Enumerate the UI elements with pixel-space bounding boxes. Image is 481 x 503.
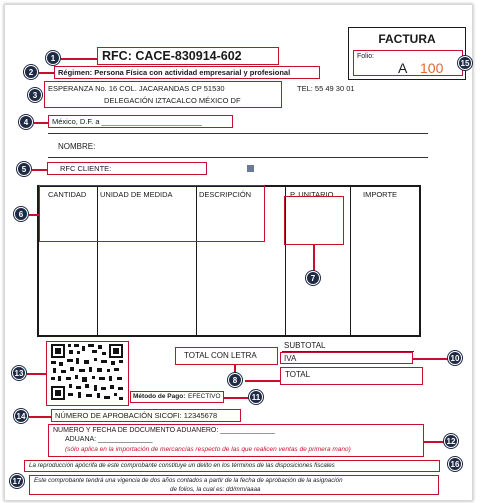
factura-header-box	[348, 27, 466, 80]
folio-number: 100	[420, 60, 444, 76]
rfc-emisor: RFC: CACE-830914-602	[102, 49, 242, 63]
phone: TEL: 55 49 30 01	[297, 84, 355, 93]
concept-columns-highlight	[39, 185, 265, 242]
aduana-box	[48, 424, 424, 457]
header-punitario: P. UNITARIO	[290, 190, 334, 199]
aduana-nombre: ADUANA: ______________	[65, 436, 153, 443]
iva-box	[280, 352, 413, 364]
total-label: TOTAL	[285, 370, 311, 379]
rfc-cliente-box	[47, 162, 207, 175]
folio-label: Folio:	[357, 53, 375, 60]
lugar-fecha-box	[48, 115, 233, 128]
leader-2	[39, 72, 54, 74]
metodo-pago-value: EFECTIVO	[188, 393, 221, 400]
badge-11: 11	[249, 390, 263, 404]
total-box	[280, 367, 423, 385]
metodo-pago-label: Método de Pago:	[133, 393, 186, 400]
iva-label: IVA	[284, 354, 297, 363]
badge-2: 2	[24, 65, 38, 79]
badge-17: 17	[10, 474, 24, 488]
aprobacion-box	[51, 409, 241, 422]
badge-6: 6	[14, 207, 28, 221]
header-unidad: UNIDAD DE MEDIDA	[100, 190, 173, 199]
leader-6	[29, 214, 39, 216]
vigencia-linea-1: Este comprobante tendrá una vigencia de dos años contados a partir de la fecha de aprobación de la asignación	[34, 477, 343, 484]
leader-10	[413, 358, 448, 360]
punitario-highlight	[284, 196, 344, 245]
header-importe: IMPORTE	[363, 190, 398, 199]
leader-1	[61, 58, 97, 60]
rfc-cliente-field-icon[interactable]	[247, 165, 254, 172]
badge-1: 1	[46, 51, 60, 65]
leader-13	[27, 373, 46, 375]
address-box	[44, 81, 282, 108]
total-con-letra: TOTAL CON LETRA	[184, 351, 257, 360]
aduana-documento: NUMERO Y FECHA DE DOCUMENTO ADUANERO: ______________	[53, 427, 275, 434]
factura-title: FACTURA	[378, 32, 436, 46]
badge-13: 13	[12, 366, 26, 380]
regimen-fiscal: Régimen: Persona Física con actividad empresarial y profesional	[58, 68, 291, 77]
leyenda-reproduccion: La reproducción apócrifa de este comprobante constituye un delito en los términos de las disposiciones fiscales	[29, 462, 335, 469]
badge-7: 7	[306, 271, 320, 285]
leader-7	[313, 245, 315, 271]
address-line-1: ESPERANZA No. 16 COL. JACARANDAS CP 51530	[48, 84, 225, 93]
badge-8: 8	[228, 373, 242, 387]
vigencia-linea-2: de folios, la cual es: dd/mm/aaaa	[170, 486, 261, 493]
lugar-fecha: México, D.F. a ________________________	[52, 117, 202, 126]
divider-2	[48, 157, 428, 158]
rfc-box	[97, 47, 279, 65]
subtotal-label: SUBTOTAL	[284, 341, 326, 350]
badge-16: 16	[448, 457, 462, 471]
folio-serie: A	[398, 60, 408, 76]
metodo-pago-box	[130, 391, 224, 403]
badge-14: 14	[14, 409, 28, 423]
leader-12	[424, 441, 444, 443]
badge-3: 3	[28, 88, 42, 102]
reproduccion-box	[24, 460, 440, 472]
numero-aprobacion: NÚMERO DE APROBACIÓN SICOFI: 12345678	[55, 411, 218, 420]
leader-8b	[245, 380, 280, 382]
nombre-label: NOMBRE:	[58, 142, 96, 151]
header-descripcion: DESCRIPCIÓN	[199, 190, 252, 199]
badge-10: 10	[448, 351, 462, 365]
header-cantidad: CANTIDAD	[48, 190, 87, 199]
address-line-2: DELEGACIÓN IZTACALCO MÉXICO DF	[104, 96, 241, 105]
folio-box	[353, 50, 463, 76]
rfc-cliente-label: RFC CLIENTE:	[60, 164, 112, 173]
vigencia-box	[29, 475, 439, 495]
leader-5	[32, 169, 47, 171]
leader-11	[224, 397, 249, 399]
leader-14	[29, 416, 51, 418]
divider-1	[48, 133, 428, 134]
aduana-nota: (sólo aplica en la importación de mercancías respecto de las que realicen ventas de primera mano)	[65, 446, 351, 453]
badge-4: 4	[19, 115, 33, 129]
badge-12: 12	[444, 434, 458, 448]
qr-highlight	[46, 341, 129, 406]
total-letra-box	[175, 347, 278, 365]
regimen-box	[54, 66, 320, 79]
leader-4	[34, 122, 48, 124]
leader-8	[234, 365, 236, 373]
badge-5: 5	[17, 162, 31, 176]
badge-15: 15	[458, 56, 472, 70]
